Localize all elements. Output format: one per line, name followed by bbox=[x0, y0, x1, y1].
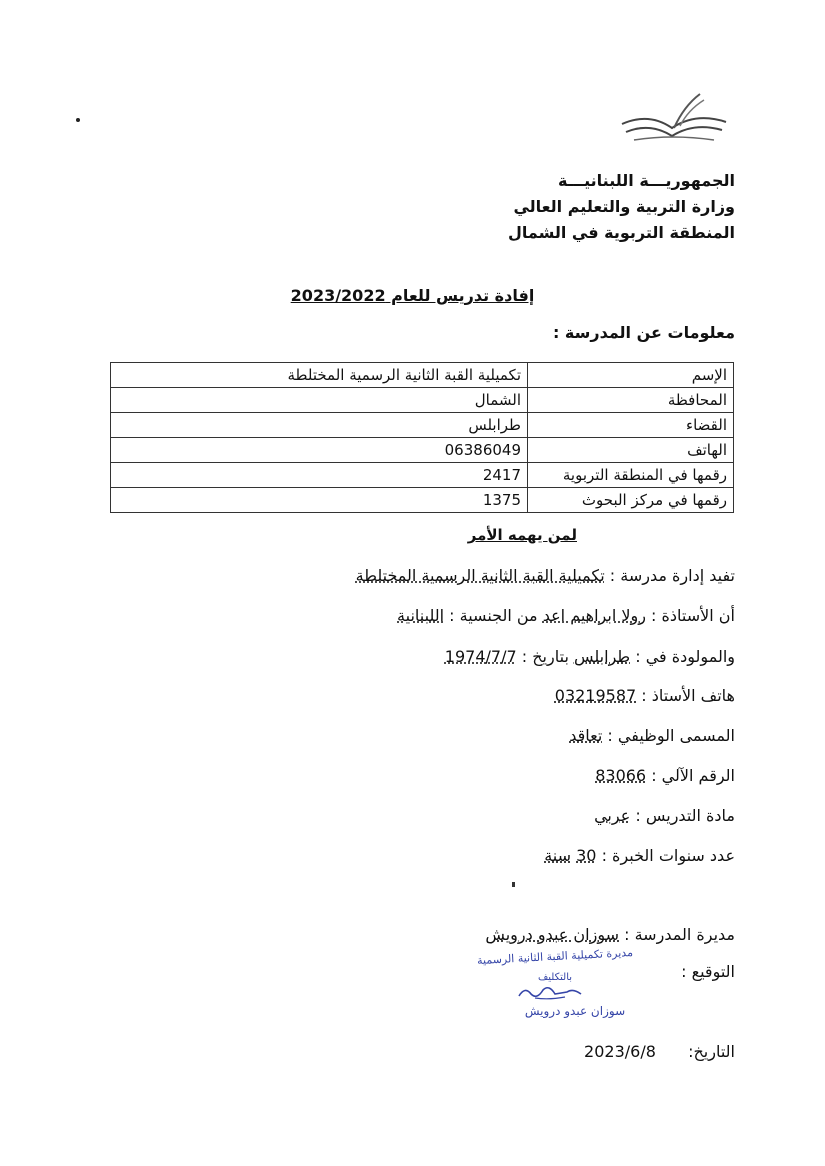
ministry-logo-icon bbox=[614, 92, 734, 152]
experience-line bbox=[544, 846, 735, 865]
school-info-table bbox=[110, 362, 734, 513]
nationality-label: من الجنسية : bbox=[449, 606, 538, 625]
born-label: والمولودة في : bbox=[635, 647, 735, 666]
scan-speck bbox=[76, 118, 80, 122]
birth-place: طرابلس bbox=[573, 647, 631, 666]
section-heading: معلومات عن المدرسة : bbox=[552, 323, 735, 342]
auto-number-label: الرقم الآلي : bbox=[651, 766, 735, 785]
birth-line bbox=[445, 647, 735, 666]
director-label: مديرة المدرسة : bbox=[624, 925, 735, 944]
row-label: الهاتف bbox=[528, 438, 734, 463]
teacher-name: رولا ابراهيم اعد bbox=[542, 606, 646, 625]
date-line bbox=[584, 1042, 735, 1061]
stamp-line-name: سوزان عبدو درويش bbox=[524, 1004, 626, 1018]
row-label: المحافظة bbox=[528, 388, 734, 413]
director-line bbox=[485, 925, 735, 944]
birth-date: 1974/7/7 bbox=[444, 647, 517, 666]
date-value: 2023/6/8 bbox=[584, 1042, 656, 1061]
region-name: المنطقة التربوية في الشمال bbox=[507, 223, 735, 242]
table-row bbox=[111, 438, 734, 463]
row-label: رقمها في مركز البحوث bbox=[528, 488, 734, 513]
table-row bbox=[111, 413, 734, 438]
row-value: 1375 bbox=[111, 488, 528, 513]
experience-value: 30 bbox=[576, 846, 597, 865]
school-line bbox=[356, 566, 735, 585]
row-label: الإسم bbox=[528, 363, 734, 388]
nationality-value: اللبنانية bbox=[397, 606, 445, 625]
experience-unit: سنة bbox=[544, 846, 572, 865]
birth-date-label: بتاريخ : bbox=[521, 647, 569, 666]
phone-line bbox=[555, 686, 735, 705]
letterhead bbox=[508, 168, 735, 246]
document-title bbox=[0, 286, 825, 305]
stamp-line-role: بالتكليف bbox=[537, 972, 573, 983]
school-line-value: تكميلية القبة الثانية الرسمية المختلطة bbox=[355, 566, 605, 585]
teacher-line bbox=[397, 606, 735, 625]
signature-label: التوقيع : bbox=[681, 962, 735, 981]
subject-label: مادة التدريس : bbox=[635, 806, 735, 825]
auto-number-line bbox=[595, 766, 735, 785]
experience-label: عدد سنوات الخبرة : bbox=[601, 846, 735, 865]
row-value: تكميلية القبة الثانية الرسمية المختلطة bbox=[111, 363, 528, 388]
stamp-line-title: مديرة تكميلية القبة الثانية الرسمية bbox=[476, 945, 634, 968]
handwritten-signature-icon bbox=[515, 982, 585, 1002]
ministry-name: وزارة التربية والتعليم العالي bbox=[513, 197, 735, 216]
job-title-value: تعاقد bbox=[569, 726, 603, 745]
auto-number-value: 83066 bbox=[595, 766, 647, 785]
row-value: 06386049 bbox=[111, 438, 528, 463]
job-title-line bbox=[569, 726, 735, 745]
row-value: طرابلس bbox=[111, 413, 528, 438]
table-row bbox=[111, 388, 734, 413]
document-title-text: إفادة تدريس للعام 2023/2022 bbox=[290, 286, 535, 305]
to-whom-heading: لمن يهمه الأمر bbox=[467, 526, 577, 544]
row-label: القضاء bbox=[528, 413, 734, 438]
table-row bbox=[111, 363, 734, 388]
subject-value: عربي bbox=[594, 806, 631, 825]
school-line-label: تفيد إدارة مدرسة : bbox=[609, 566, 735, 585]
job-title-label: المسمى الوظيفي : bbox=[607, 726, 735, 745]
row-value: 2417 bbox=[111, 463, 528, 488]
country-name: الجمهوريـــة اللبنانيـــة bbox=[558, 171, 735, 190]
phone-label: هاتف الأستاذ : bbox=[641, 686, 735, 705]
row-label: رقمها في المنطقة التربوية bbox=[528, 463, 734, 488]
signature-line bbox=[681, 962, 735, 981]
subject-line bbox=[594, 806, 735, 825]
phone-value: 03219587 bbox=[554, 686, 637, 705]
table-row bbox=[111, 463, 734, 488]
table-row bbox=[111, 488, 734, 513]
date-label: التاريخ: bbox=[688, 1042, 735, 1061]
scan-speck bbox=[512, 882, 515, 887]
teacher-label: أن الأستاذة : bbox=[651, 606, 735, 625]
director-name: سوزان عبدو درويش bbox=[485, 925, 620, 944]
row-value: الشمال bbox=[111, 388, 528, 413]
